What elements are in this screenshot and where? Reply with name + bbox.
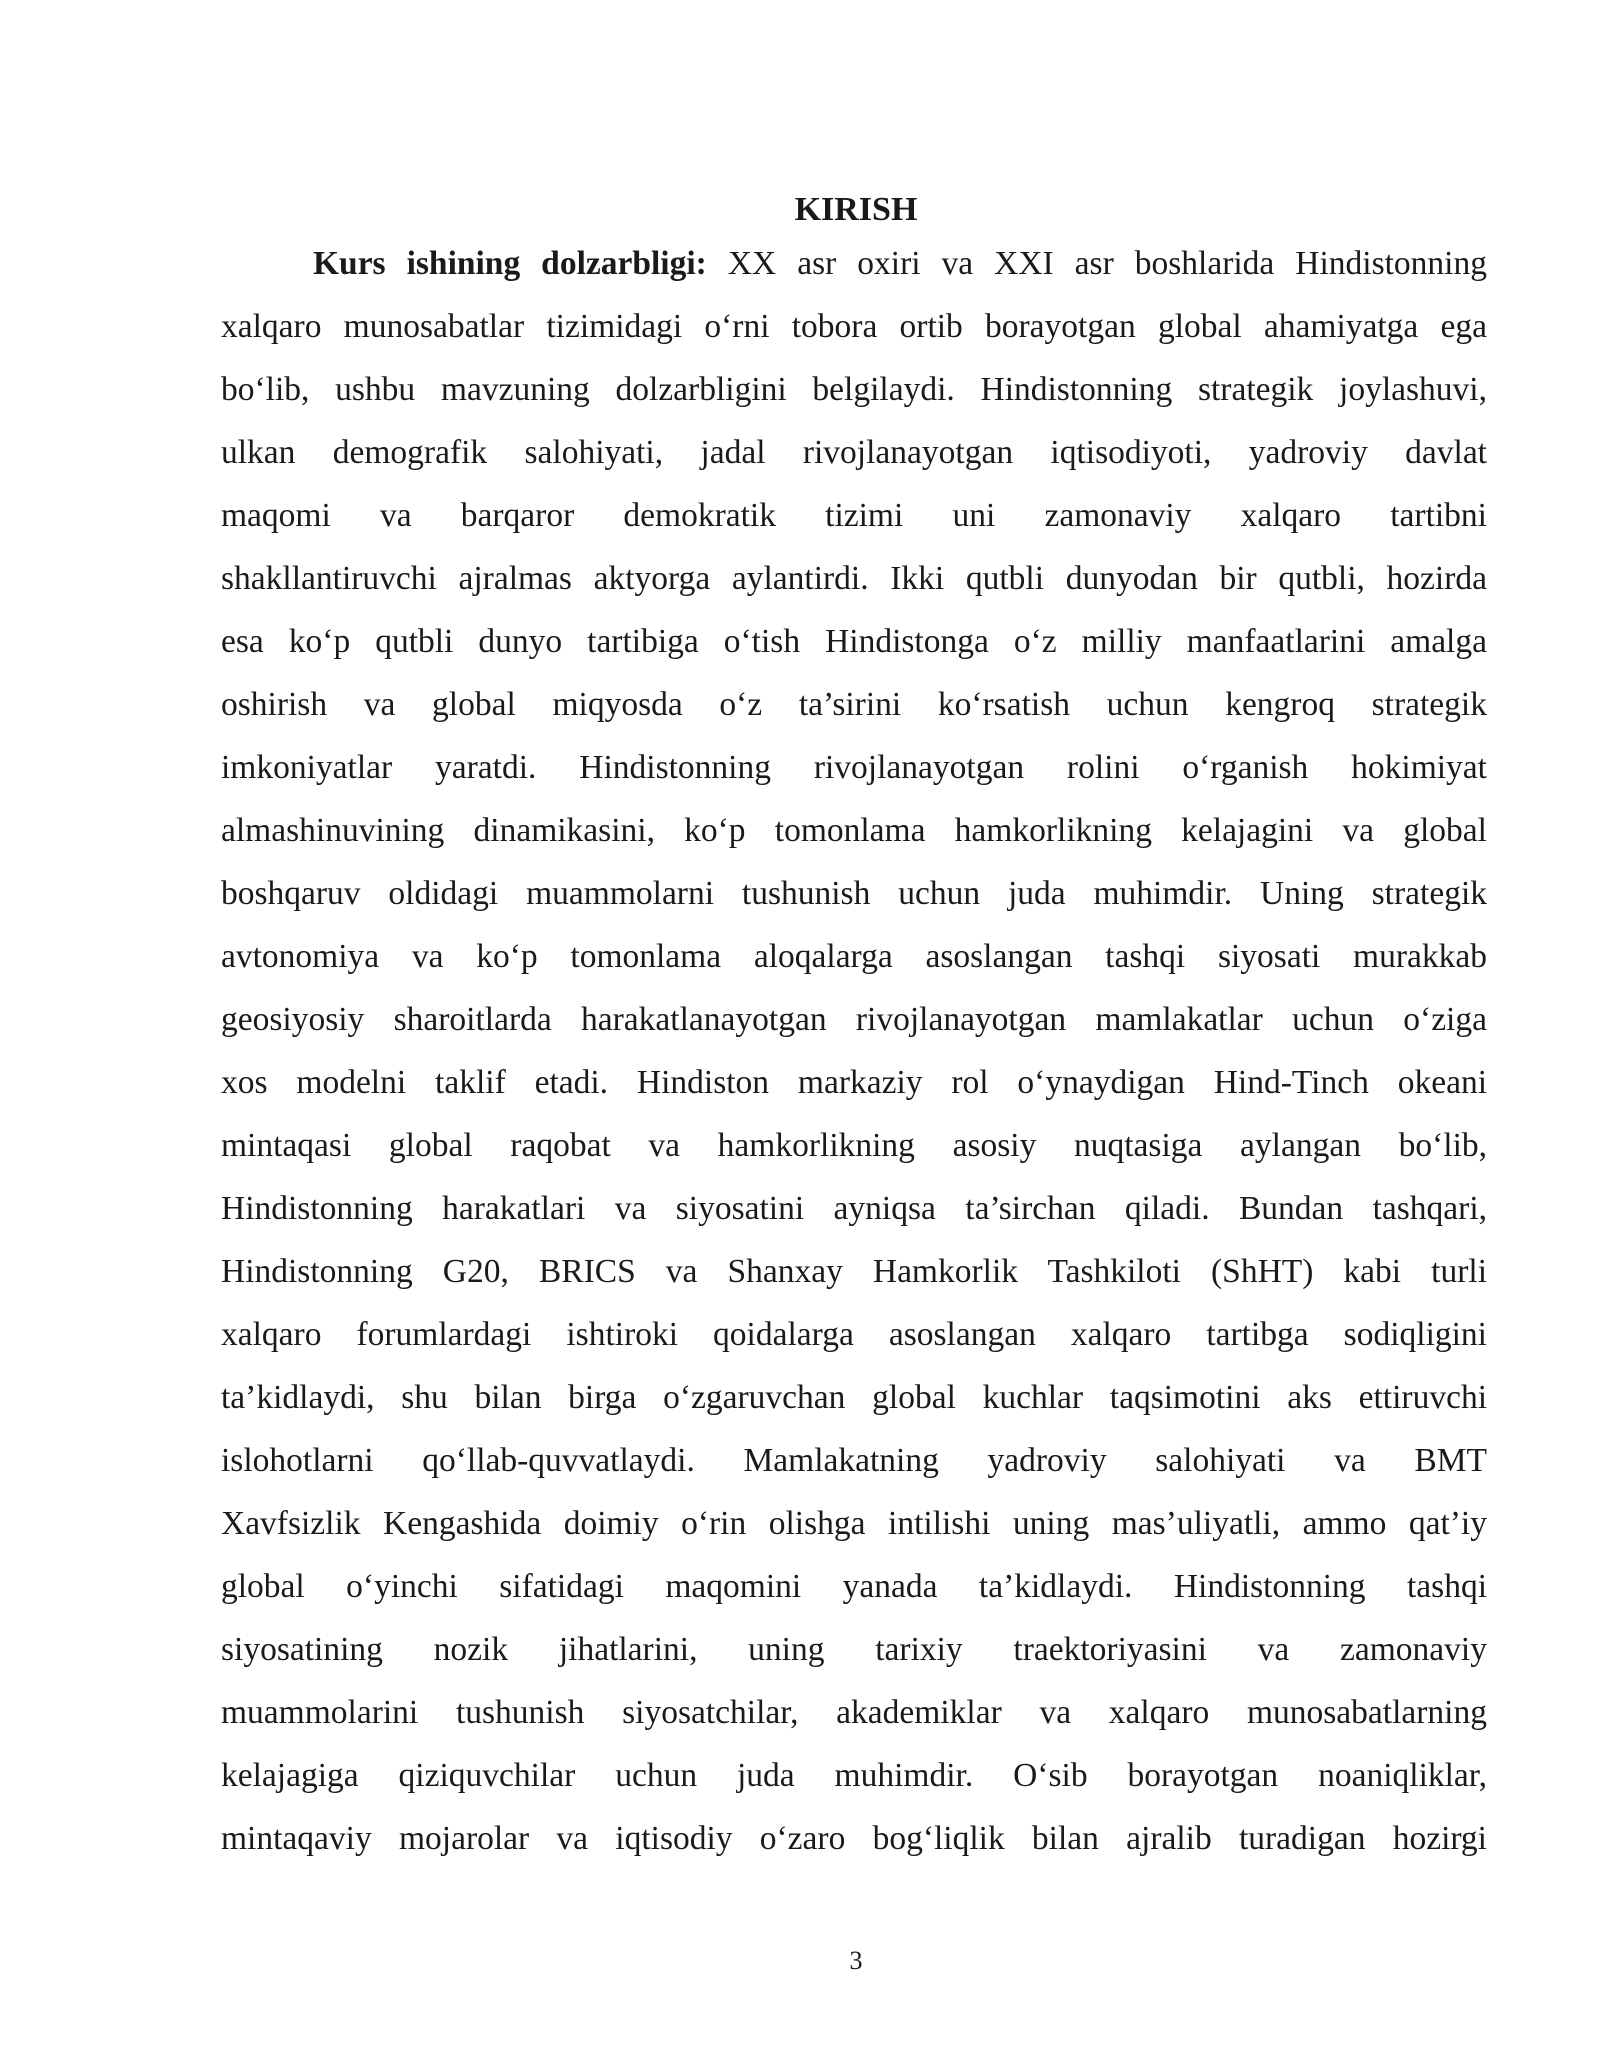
paragraph-line: boshqaruv oldidagi muammolarni tushunish uchun juda muhimdir. Uning strategik: [221, 875, 1487, 912]
paragraph-line: kelajagiga qiziquvchilar uchun juda muhimdir. O‘sib borayotgan noaniqliklar,: [221, 1757, 1487, 1794]
body-paragraph: [221, 232, 1487, 1870]
paragraph-line: bo‘lib, ushbu mavzuning dolzarbligini belgilaydi. Hindistonning strategik joylashuvi,: [221, 371, 1487, 408]
paragraph-line: avtonomiya va ko‘p tomonlama aloqalarga asoslangan tashqi siyosati murakkab: [221, 938, 1487, 975]
paragraph-line: islohotlarni qo‘llab-quvvatlaydi. Mamlakatning yadroviy salohiyati va BMT: [221, 1442, 1487, 1479]
paragraph-line: imkoniyatlar yaratdi. Hindistonning rivojlanayotgan rolini o‘rganish hokimiyat: [221, 749, 1487, 786]
paragraph-line: almashinuvining dinamikasini, ko‘p tomonlama hamkorlikning kelajagini va global: [221, 812, 1487, 849]
paragraph-line: oshirish va global miqyosda o‘z ta’sirini ko‘rsatish uchun kengroq strategik: [221, 686, 1487, 723]
paragraph-line: mintaqaviy mojarolar va iqtisodiy o‘zaro bog‘liqlik bilan ajralib turadigan hozirgi: [221, 1820, 1487, 1857]
line-text: XX asr oxiri va XXI asr boshlarida Hindistonning: [706, 245, 1487, 282]
section-heading: KIRISH: [794, 191, 918, 228]
paragraph-line: muammolarini tushunish siyosatchilar, akademiklar va xalqaro munosabatlarning: [221, 1694, 1487, 1731]
paragraph-line: shakllantiruvchi ajralmas aktyorga aylantirdi. Ikki qutbli dunyodan bir qutbli, hozirda: [221, 560, 1487, 597]
paragraph-line: geosiyosiy sharoitlarda harakatlanayotgan rivojlanayotgan mamlakatlar uchun o‘ziga: [221, 1001, 1487, 1038]
paragraph-line: xalqaro forumlardagi ishtiroki qoidalarga asoslangan xalqaro tartibga sodiqligini: [221, 1316, 1487, 1353]
paragraph-line: xalqaro munosabatlar tizimidagi o‘rni tobora ortib borayotgan global ahamiyatga ega: [221, 308, 1487, 345]
page-number: 3: [849, 1946, 863, 1975]
paragraph-line: Hindistonning G20, BRICS va Shanxay Hamkorlik Tashkiloti (ShHT) kabi turli: [221, 1253, 1487, 1290]
paragraph-line: maqomi va barqaror demokratik tizimi uni zamonaviy xalqaro tartibni: [221, 497, 1487, 534]
paragraph-line: ulkan demografik salohiyati, jadal rivojlanayotgan iqtisodiyoti, yadroviy davlat: [221, 434, 1487, 471]
paragraph-line: esa ko‘p qutbli dunyo tartibiga o‘tish Hindistonga o‘z milliy manfaatlarini amalga: [221, 623, 1487, 660]
paragraph-line: [221, 232, 1487, 295]
lead-phrase: Kurs ishining dolzarbligi:: [313, 245, 707, 282]
paragraph-line: mintaqasi global raqobat va hamkorlikning asosiy nuqtasiga aylangan bo‘lib,: [221, 1127, 1487, 1164]
paragraph-line: siyosatining nozik jihatlarini, uning tarixiy traektoriyasini va zamonaviy: [221, 1631, 1487, 1668]
paragraph-line: global o‘yinchi sifatidagi maqomini yanada ta’kidlaydi. Hindistonning tashqi: [221, 1568, 1487, 1605]
paragraph-line: ta’kidlaydi, shu bilan birga o‘zgaruvchan global kuchlar taqsimotini aks ettiruvchi: [221, 1379, 1487, 1416]
paragraph-line: xos modelni taklif etadi. Hindiston markaziy rol o‘ynaydigan Hind-Tinch okeani: [221, 1064, 1487, 1101]
paragraph-line: Hindistonning harakatlari va siyosatini ayniqsa ta’sirchan qiladi. Bundan tashqari,: [221, 1190, 1487, 1227]
paragraph-line: Xavfsizlik Kengashida doimiy o‘rin olishga intilishi uning mas’uliyatli, ammo qat’iy: [221, 1505, 1487, 1542]
